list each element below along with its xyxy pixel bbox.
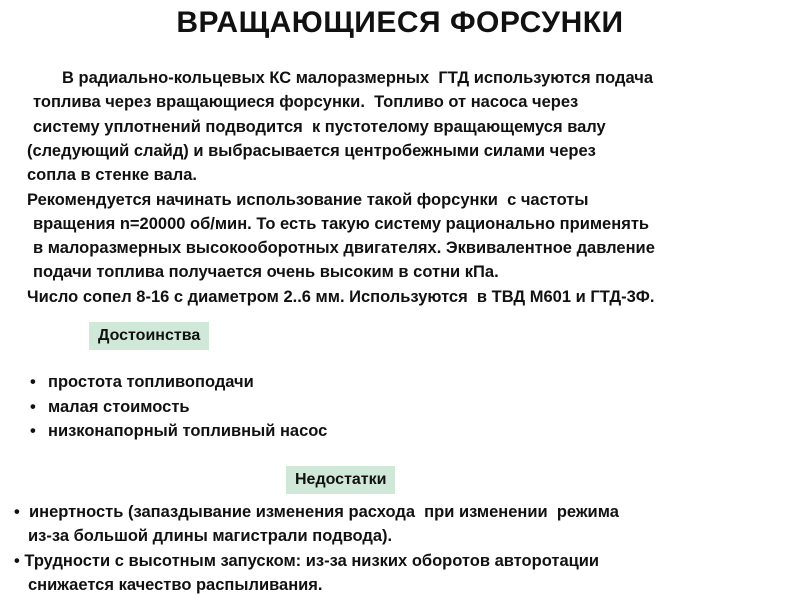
paragraph-line: (следующий слайд) и выбрасывается центробежными силами через <box>27 141 596 160</box>
list-item-text: низконапорный топливный насос <box>48 422 328 440</box>
paragraph-line: топлива через вращающиеся форсунки. Топливо от насоса через <box>33 93 579 112</box>
advantages-list <box>30 370 327 444</box>
advantages-label: Достоинства <box>89 322 209 350</box>
paragraph-line: систему уплотнений подводится к пустотелому вращающемуся валу <box>33 117 606 136</box>
bullet: • <box>14 503 20 521</box>
list-item-text: малая стоимость <box>48 397 190 416</box>
bullet: • <box>30 422 36 440</box>
bullet: • <box>14 551 20 570</box>
list-item <box>30 419 327 444</box>
bullet: • <box>30 373 36 391</box>
paragraph-line: сопла в стенке вала. <box>27 166 197 185</box>
paragraph-line: в малоразмерных высокооборотных двигателях. Эквивалентное давление <box>33 239 655 258</box>
list-item-text: простота топливоподачи <box>48 373 254 391</box>
disadvantages-list <box>14 500 619 597</box>
list-item-continuation: снижается качество распыливания. <box>28 575 323 594</box>
paragraph-line: подачи топлива получается очень высоким в сотни кПа. <box>33 263 499 282</box>
list-item <box>30 395 327 420</box>
list-item-text: Трудности с высотным запуском: из-за низких оборотов авторотации <box>24 551 600 570</box>
list-item <box>30 370 327 395</box>
paragraph-line: В радиально-кольцевых КС малоразмерных ГТД используются подача <box>62 69 653 87</box>
paragraph-line: Число сопел 8-16 с диаметром 2..6 мм. Используются в ТВД М601 и ГТД-3Ф. <box>27 287 655 306</box>
bullet: • <box>30 397 36 416</box>
paragraph-line: Рекомендуется начинать использование такой форсунки с частоты <box>27 190 589 209</box>
list-item-continuation: из-за большой длины магистрали подвода). <box>28 527 393 546</box>
list-item <box>14 500 619 524</box>
paragraph-line: вращения n=20000 об/мин. То есть такую систему рационально применять <box>33 214 650 233</box>
page-title: ВРАЩАЮЩИЕСЯ ФОРСУНКИ <box>176 6 624 39</box>
list-item-text: инертность (запаздывание изменения расхода при изменении режима <box>28 503 619 521</box>
list-item <box>14 549 619 573</box>
disadvantages-label: Недостатки <box>286 466 395 494</box>
